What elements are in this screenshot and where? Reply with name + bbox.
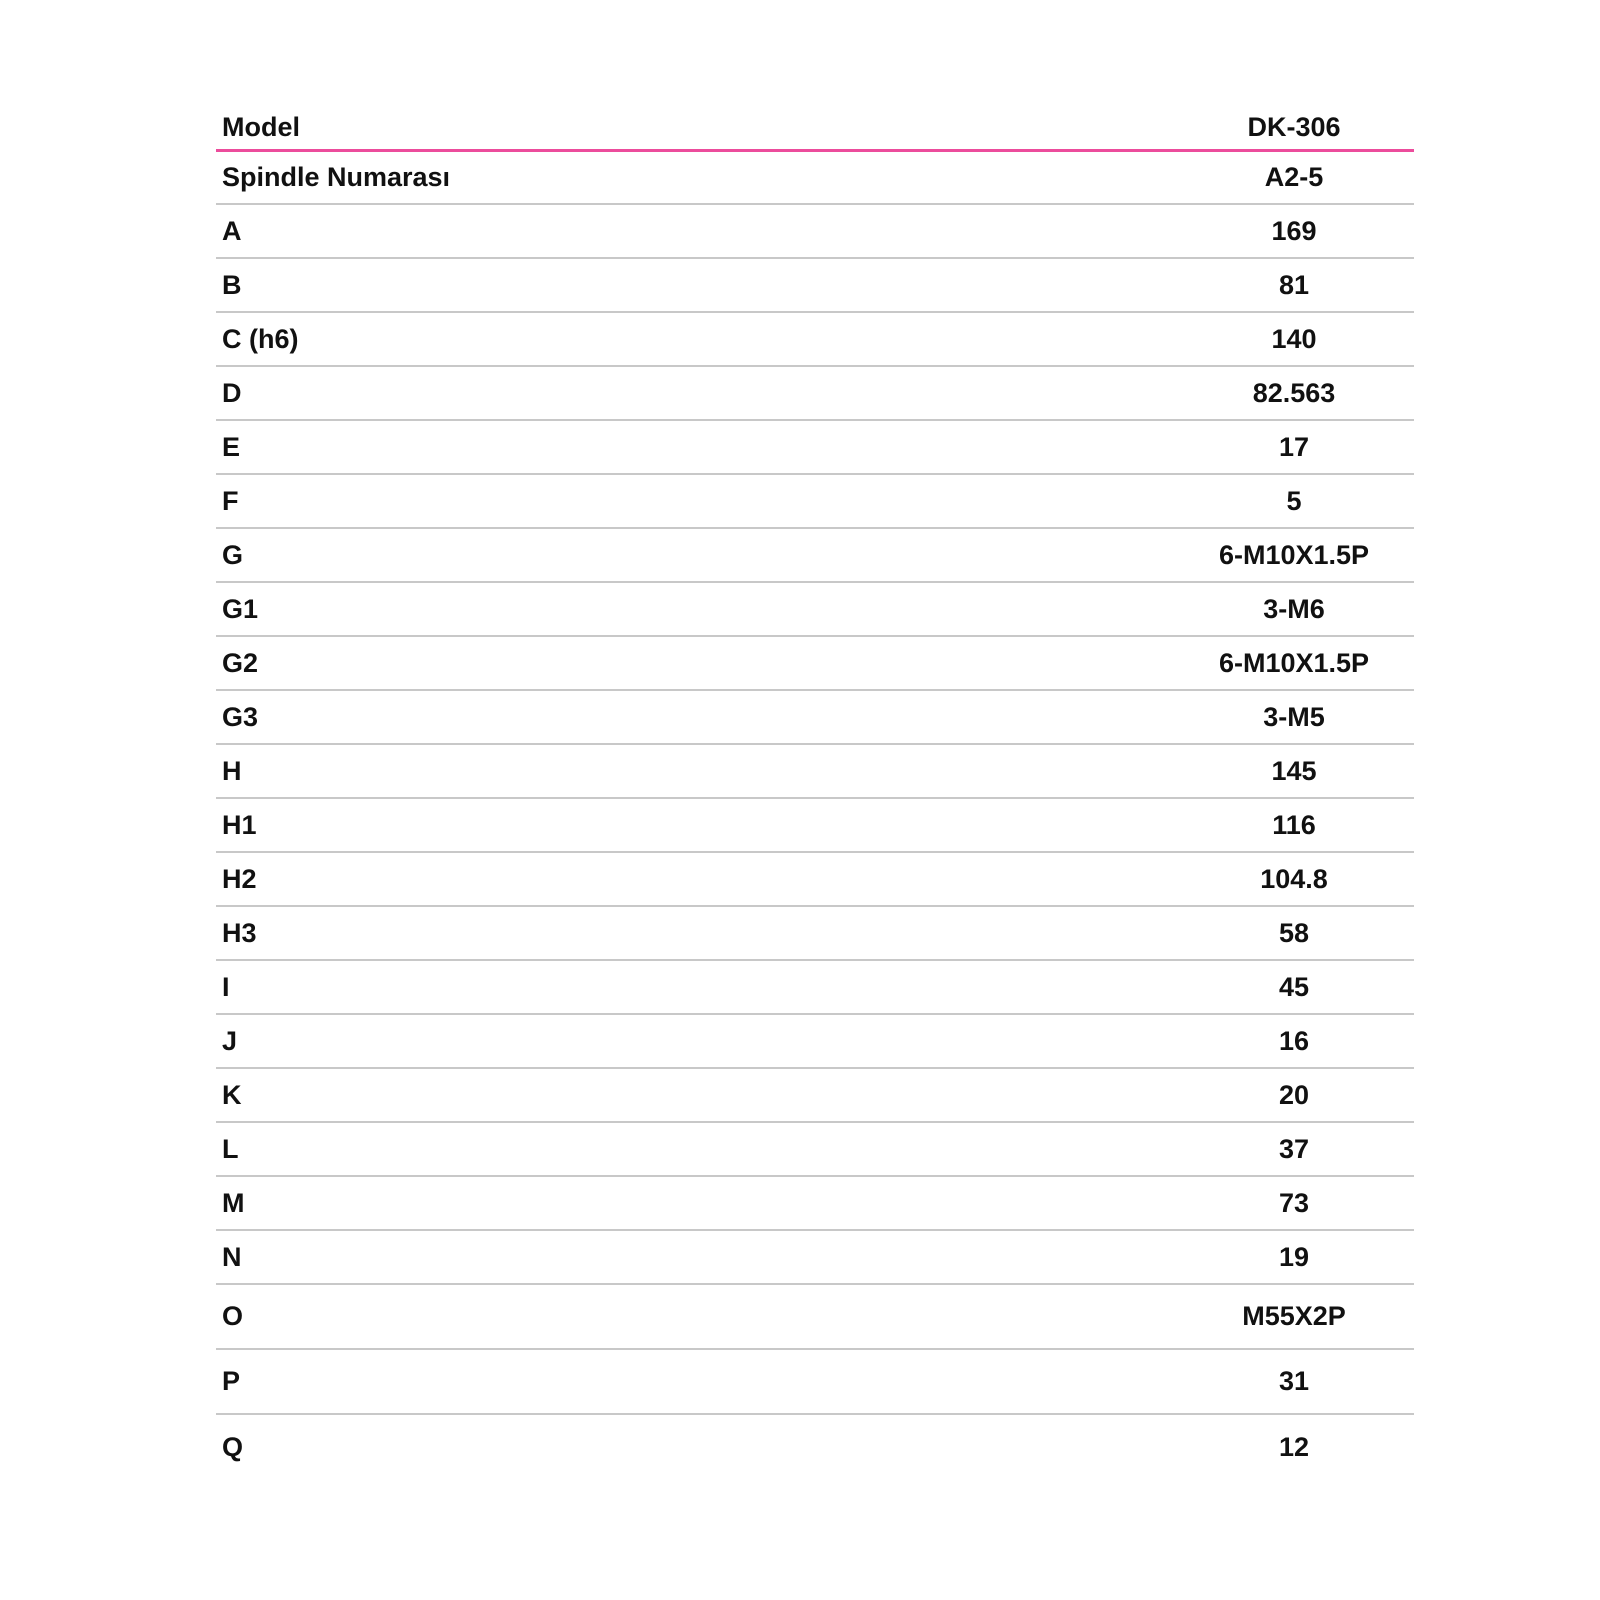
spec-table-body (216, 100, 1414, 1479)
row-value: 58 (1178, 906, 1414, 960)
row-value: 37 (1178, 1122, 1414, 1176)
row-label: H2 (216, 852, 1178, 906)
table-row (216, 1349, 1414, 1414)
table-row (216, 1014, 1414, 1068)
row-value: 6-M10X1.5P (1178, 528, 1414, 582)
row-label: H3 (216, 906, 1178, 960)
model-header-label: Model (216, 100, 1178, 150)
row-value: 12 (1278, 1431, 1310, 1462)
table-row (216, 150, 1414, 204)
row-value: 104.8 (1178, 852, 1414, 906)
table-row (216, 474, 1414, 528)
row-value: 3-M6 (1178, 582, 1414, 636)
table-row (216, 582, 1414, 636)
table-row (216, 636, 1414, 690)
row-value: 17 (1178, 420, 1414, 474)
table-row (216, 1176, 1414, 1230)
row-value: 31 (1178, 1349, 1414, 1414)
row-value: 73 (1178, 1176, 1414, 1230)
row-value: 169 (1178, 204, 1414, 258)
row-label: F (216, 474, 1178, 528)
table-row (216, 1414, 1414, 1479)
table-row (216, 1122, 1414, 1176)
table-row (216, 1068, 1414, 1122)
row-label: D (216, 366, 1178, 420)
row-label: H1 (216, 798, 1178, 852)
row-label: G2 (216, 636, 1178, 690)
table-row (216, 312, 1414, 366)
row-label: Q (222, 1431, 244, 1462)
table-header-row (216, 100, 1414, 150)
table-row (216, 690, 1414, 744)
row-label: M (216, 1176, 1178, 1230)
row-value: M55X2P (1178, 1284, 1414, 1349)
table-row (216, 798, 1414, 852)
row-label: Spindle Numarası (216, 150, 1178, 204)
row-label: N (216, 1230, 1178, 1284)
row-value: 145 (1178, 744, 1414, 798)
row-value: 116 (1178, 798, 1414, 852)
row-value: 82.563 (1178, 366, 1414, 420)
row-label: I (216, 960, 1178, 1014)
row-label: G3 (216, 690, 1178, 744)
table-row (216, 1230, 1414, 1284)
row-label: P (216, 1349, 1178, 1414)
row-label: B (216, 258, 1178, 312)
row-value: 16 (1178, 1014, 1414, 1068)
row-value: 5 (1178, 474, 1414, 528)
spec-table (216, 100, 1414, 1479)
row-value: 81 (1178, 258, 1414, 312)
row-label: G1 (216, 582, 1178, 636)
row-value: A2-5 (1178, 150, 1414, 204)
row-value: 19 (1178, 1230, 1414, 1284)
row-label: O (216, 1284, 1178, 1349)
row-label: A (216, 204, 1178, 258)
row-label: E (216, 420, 1178, 474)
row-label: J (216, 1014, 1178, 1068)
table-row (216, 1284, 1414, 1349)
table-row (216, 906, 1414, 960)
row-value: 45 (1178, 960, 1414, 1014)
row-label: K (216, 1068, 1178, 1122)
table-row (216, 744, 1414, 798)
row-label: H (216, 744, 1178, 798)
model-header-value: DK-306 (1178, 100, 1414, 150)
table-row (216, 258, 1414, 312)
row-value: 140 (1178, 312, 1414, 366)
row-label: L (216, 1122, 1178, 1176)
table-row (216, 366, 1414, 420)
table-row (216, 204, 1414, 258)
row-value: 6-M10X1.5P (1178, 636, 1414, 690)
row-label: C (h6) (216, 312, 1178, 366)
table-row (216, 528, 1414, 582)
row-value: 3-M5 (1178, 690, 1414, 744)
table-row (216, 420, 1414, 474)
table-row (216, 852, 1414, 906)
row-label: G (216, 528, 1178, 582)
row-value: 20 (1178, 1068, 1414, 1122)
table-row (216, 960, 1414, 1014)
